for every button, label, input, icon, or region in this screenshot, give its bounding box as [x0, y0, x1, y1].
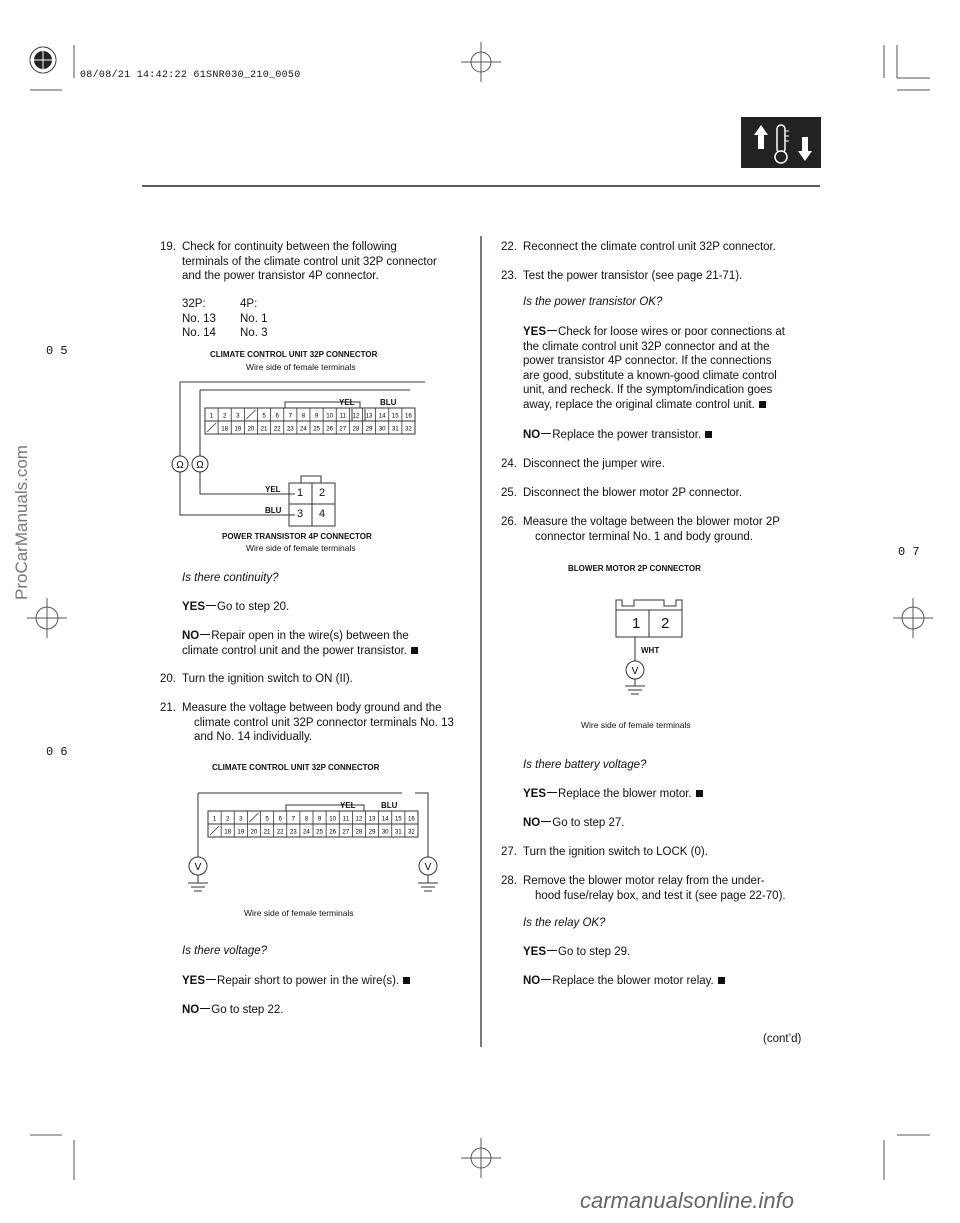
- terminal-number: 1: [212, 815, 217, 823]
- terminal-number: 16: [404, 412, 412, 420]
- question-voltage: Is there voltage?: [182, 945, 268, 957]
- terminal-number: 25: [313, 425, 321, 433]
- step-21-text: Measure the voltage between body ground and the climate control unit 32P connector terminals No. 13 and No. 14 individually.: [182, 702, 454, 743]
- terminal-number: 15: [391, 412, 399, 420]
- yes-relay: YES Go to step 29.: [523, 946, 631, 958]
- terminal-number: 18: [221, 425, 229, 433]
- no-voltage: NO Go to step 22.: [182, 1004, 284, 1016]
- terminal-number: 16: [407, 815, 415, 823]
- step-24: 24. Disconnect the jumper wire.: [501, 458, 665, 470]
- terminal-number: 1: [209, 412, 214, 420]
- question-power-transistor: Is the power transistor OK?: [523, 296, 663, 308]
- terminal-number: 32: [404, 425, 412, 433]
- d3-pin2: 2: [661, 615, 670, 632]
- no-continuity: NO Repair open in the wire(s) between the climate control unit and the power transistor.: [182, 629, 418, 658]
- svg-text:V: V: [194, 862, 202, 873]
- no-relay: NO Replace the blower motor relay.: [523, 974, 725, 989]
- terminal-number: 13: [365, 412, 373, 420]
- terminal-number: 20: [247, 425, 255, 433]
- terminal-number: 27: [342, 828, 350, 836]
- end-marker-icon: [705, 431, 712, 438]
- terminal-number: 27: [339, 425, 347, 433]
- d1-4p-pin1: 1: [297, 487, 304, 499]
- step-28-num: 28.: [501, 875, 517, 887]
- step-20: 20. Turn the ignition switch to ON (II).: [160, 673, 353, 685]
- d3-wht-label: WHT: [641, 646, 660, 655]
- terminal-number: 19: [234, 425, 242, 433]
- terminal-number: 9: [314, 412, 319, 420]
- terminal-table: 32P: 4P: No. 13 No. 1 No. 14 No. 3: [182, 298, 268, 339]
- step-22: 22. Reconnect the climate control unit 32P connector.: [501, 241, 776, 253]
- empty-terminal: [207, 423, 216, 432]
- d2-blu-label: BLU: [381, 801, 398, 810]
- side-watermark: ProCarManuals.com: [12, 445, 31, 600]
- diagram1-subtitle: Wire side of female terminals: [246, 362, 356, 372]
- terminal-number: 29: [365, 425, 373, 433]
- terminal-number: 21: [263, 828, 271, 836]
- step-19-text: Check for continuity between the following terminals of the climate control unit 32P connector and the power transistor 4P connector.: [182, 241, 437, 282]
- empty-terminal: [249, 813, 258, 822]
- step-19: 19.: [160, 241, 176, 253]
- terminal-number: 2: [222, 412, 227, 420]
- yes-voltage: YES Repair short to power in the wire(s).: [182, 974, 410, 989]
- end-marker-icon: [759, 401, 766, 408]
- yes-battery-voltage: YES Replace the blower motor.: [523, 787, 703, 802]
- terminal-number: 29: [368, 828, 376, 836]
- continuity-diagram: [165, 372, 425, 532]
- terminal-number: 24: [302, 828, 310, 836]
- terminal-number: 30: [381, 828, 389, 836]
- registration-target-icon: [29, 46, 57, 74]
- terminal-number: 28: [355, 828, 363, 836]
- terminal-number: 3: [239, 815, 243, 823]
- d1-4p-pin3: 3: [297, 508, 304, 520]
- terminal-number: 8: [304, 815, 309, 823]
- diagram1-title: CLIMATE CONTROL UNIT 32P CONNECTOR: [210, 350, 378, 359]
- terminal-number: 19: [237, 828, 245, 836]
- step-28-text: Remove the blower motor relay from the under- hood fuse/relay box, and test it (see page 22-70).: [523, 875, 786, 902]
- terminal-number: 32: [407, 828, 415, 836]
- d1-blu-label: BLU: [380, 398, 397, 407]
- terminal-number: 10: [329, 815, 337, 823]
- d3-pin1: 1: [632, 615, 641, 632]
- step-26-text: Measure the voltage between the blower motor 2P connector terminal No. 1 and body ground.: [523, 516, 780, 543]
- terminal-number: 23: [286, 425, 294, 433]
- terminal-number: 14: [378, 412, 386, 420]
- margin-mark-left-bottom: 0 6: [46, 745, 68, 759]
- terminal-number: 21: [260, 425, 268, 433]
- diagram1-4p-subtitle: Wire side of female terminals: [246, 543, 356, 553]
- terminal-number: 8: [301, 412, 306, 420]
- margin-mark-left-top: 0 5: [46, 344, 68, 358]
- terminal-number: 26: [329, 828, 337, 836]
- terminal-number: 6: [278, 815, 282, 823]
- terminal-number: 11: [339, 412, 347, 420]
- yes-power-transistor: YES Check for loose wires or poor connections at the climate control unit 32P connector and at the power transistor 4P connector. If the connections are good, substitute a known-good climate control unit, and recheck. If the symptom/indication goes away, replace the original climate control unit.: [523, 326, 785, 411]
- d1-4p-yel-label: YEL: [265, 485, 281, 494]
- voltage-diagram: [170, 783, 445, 893]
- terminal-number: 20: [250, 828, 258, 836]
- step-26-num: 26.: [501, 516, 517, 528]
- yes-continuity: YES Go to step 20.: [182, 601, 290, 613]
- terminal-number: 18: [224, 828, 232, 836]
- print-stamp: 08/08/21 14:42:22 61SNR030_210_0050: [80, 70, 301, 81]
- diagram3-subtitle: Wire side of female terminals: [581, 720, 691, 730]
- terminal-number: 24: [299, 425, 307, 433]
- end-marker-icon: [411, 647, 418, 654]
- terminal-number: 13: [368, 815, 376, 823]
- terminal-number: 9: [317, 815, 322, 823]
- footer-watermark: carmanualsonline.info: [580, 1188, 795, 1213]
- terminal-number: 22: [276, 828, 284, 836]
- d1-yel-label: YEL: [339, 398, 355, 407]
- svg-text:Ω: Ω: [196, 460, 204, 471]
- end-marker-icon: [696, 790, 703, 797]
- step-21-num: 21.: [160, 702, 176, 714]
- svg-text:Ω: Ω: [176, 460, 184, 471]
- continued-label: (cont’d): [763, 1033, 802, 1045]
- terminal-number: 10: [326, 412, 334, 420]
- terminal-number: 12: [352, 412, 360, 420]
- terminal-number: 2: [225, 815, 230, 823]
- diagram2-title: CLIMATE CONTROL UNIT 32P CONNECTOR: [212, 763, 380, 772]
- climate-thermometer-icon: [741, 117, 821, 168]
- terminal-number: 3: [236, 412, 240, 420]
- question-relay: Is the relay OK?: [523, 917, 606, 929]
- terminal-number: 25: [316, 828, 324, 836]
- terminal-number: 7: [291, 815, 296, 823]
- no-power-transistor: NO Replace the power transistor.: [523, 428, 712, 443]
- diagram2-subtitle: Wire side of female terminals: [244, 908, 354, 918]
- voltmeter-icons: [189, 857, 437, 875]
- terminal-number: 31: [394, 828, 402, 836]
- svg-text:V: V: [631, 666, 639, 677]
- terminal-number: 23: [289, 828, 297, 836]
- terminal-number: 30: [378, 425, 386, 433]
- d1-4p-pin4: 4: [319, 508, 326, 520]
- diagram1-4p-title: POWER TRANSISTOR 4P CONNECTOR: [222, 532, 372, 541]
- question-battery-voltage: Is there battery voltage?: [523, 759, 647, 771]
- terminal-number: 11: [342, 815, 350, 823]
- terminal-number: 31: [391, 425, 399, 433]
- terminal-number: 12: [355, 815, 363, 823]
- terminal-number: 5: [262, 412, 266, 420]
- terminal-number: 28: [352, 425, 360, 433]
- end-marker-icon: [718, 977, 725, 984]
- empty-terminal: [246, 410, 255, 419]
- terminal-number: 15: [394, 815, 402, 823]
- d2-yel-label: YEL: [340, 801, 356, 810]
- diagram3-title: BLOWER MOTOR 2P CONNECTOR: [568, 564, 701, 573]
- d1-4p-pin2: 2: [319, 487, 326, 499]
- terminal-number: 7: [288, 412, 293, 420]
- ohmmeter-icons: [172, 456, 208, 472]
- end-marker-icon: [403, 977, 410, 984]
- terminal-number: 14: [381, 815, 389, 823]
- step-23: 23. Test the power transistor (see page 21-71).: [501, 270, 743, 282]
- terminal-number: 6: [275, 412, 279, 420]
- empty-terminal: [210, 826, 219, 835]
- no-battery-voltage: NO Go to step 27.: [523, 817, 625, 829]
- terminal-number: 22: [273, 425, 281, 433]
- svg-text:V: V: [424, 862, 432, 873]
- step-25: 25. Disconnect the blower motor 2P connector.: [501, 487, 743, 499]
- terminal-number: 26: [326, 425, 334, 433]
- question-continuity: Is there continuity?: [182, 572, 279, 584]
- step-27: 27. Turn the ignition switch to LOCK (0).: [501, 846, 708, 858]
- voltmeter-icon: [626, 661, 644, 679]
- d1-4p-blu-label: BLU: [265, 506, 282, 515]
- terminal-number: 5: [265, 815, 269, 823]
- margin-mark-right: 0 7: [898, 545, 920, 559]
